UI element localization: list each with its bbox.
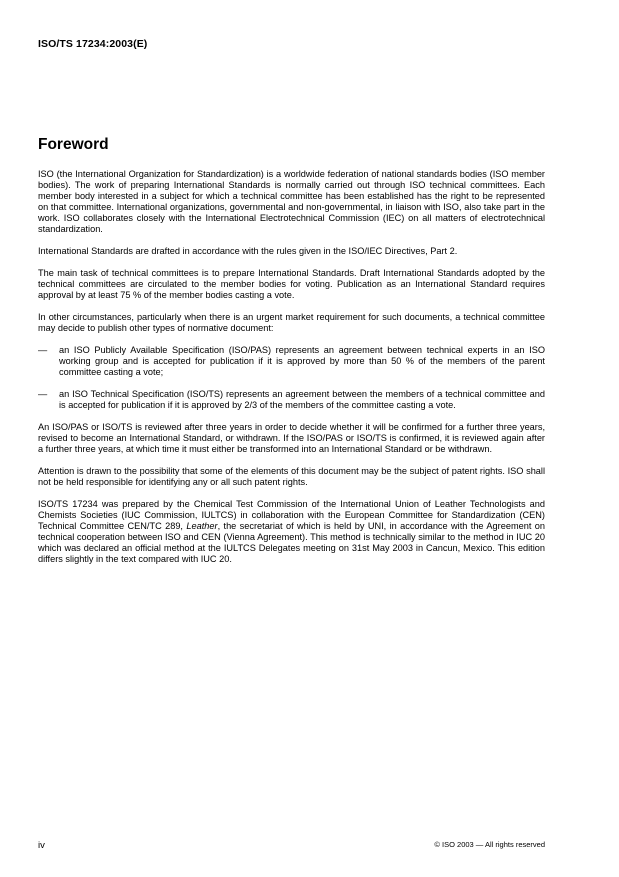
paragraph-patent-rights: Attention is drawn to the possibility that some of the elements of this document may be the subject of patent rights. ISO shall not be held responsible for identifying any or all such patent rights.: [38, 466, 545, 487]
document-header-id: ISO/TS 17234:2003(E): [38, 38, 148, 50]
list-item-text: an ISO Technical Specification (ISO/TS) represents an agreement between the members of a technical committee and is accepted for publication if it is approved by 2/3 of the members of the committee casting a vote.: [59, 389, 545, 410]
paragraph-review: An ISO/PAS or ISO/TS is reviewed after three years in order to decide whether it will be confirmed for a further three years, revised to become an International Standard, or withdrawn. If the ISO/PAS or ISO/TS is confirmed, it is reviewed again after a further three years, at which time it must either be transformed into an International Standard or be withdrawn.: [38, 422, 545, 454]
copyright-notice: © ISO 2003 — All rights reserved: [434, 840, 545, 849]
list-item-text: an ISO Publicly Available Specification (ISO/PAS) represents an agreement between technical experts in an ISO working group and is accepted for publication if it is approved by more than 50 % of the members of the parent committee casting a vote;: [59, 345, 545, 377]
paragraph-directives: International Standards are drafted in accordance with the rules given in the ISO/IEC Directives, Part 2.: [38, 246, 458, 256]
page-number: iv: [38, 840, 45, 851]
preparation-text-part2: , the secretariat of which is held by UNI, in accordance with the Agreement on technical cooperation between ISO and CEN (Vienna Agreement). This method is technically similar to the method in IUC 20 which was declared an official method at the IULTCS Delegates meeting on 31st May 2003 in Cancun, Mexico. This edition differs slightly in the text compared with IUC 20.: [38, 521, 545, 564]
foreword-body: [38, 169, 545, 576]
paragraph-iso-federation: ISO (the International Organization for Standardization) is a worldwide federation of national standards bodies (ISO member bodies). The work of preparing International Standards is normally carried out through ISO technical committees. Each member body interested in a subject for which a technical committee has been established has the right to be represented on that committee. International organizations, governmental and non-governmental, in liaison with ISO, also take part in the work. ISO collaborates closely with the International Electrotechnical Commission (IEC) on all matters of electrotechnical standardization.: [38, 169, 545, 234]
list-item-ts: [38, 389, 545, 411]
list-dash: —: [38, 389, 48, 399]
preparation-text-italic: Leather: [186, 521, 218, 531]
list-item-pas: [38, 345, 545, 378]
list-dash: —: [38, 345, 48, 355]
page-title: Foreword: [38, 136, 109, 153]
paragraph-preparation: [38, 499, 545, 565]
paragraph-other-circumstances: In other circumstances, particularly when there is an urgent market requirement for such documents, a technical committee may decide to publish other types of normative document:: [38, 312, 545, 333]
preparation-text-part1: ISO/TS 17234 was prepared by the Chemical Test Commission of the International Union of Leather Technologists and Chemists Societies (IUC Commission, IULTCS) in collaboration with the European Committee for Standardization (CEN) Technical Committee CEN/TC 289,: [38, 499, 545, 531]
paragraph-main-task: The main task of technical committees is to prepare International Standards. Draft International Standards adopted by the technical committees are circulated to the member bodies for voting. Publication as an International Standard requires approval by at least 75 % of the member bodies casting a vote.: [38, 268, 545, 300]
